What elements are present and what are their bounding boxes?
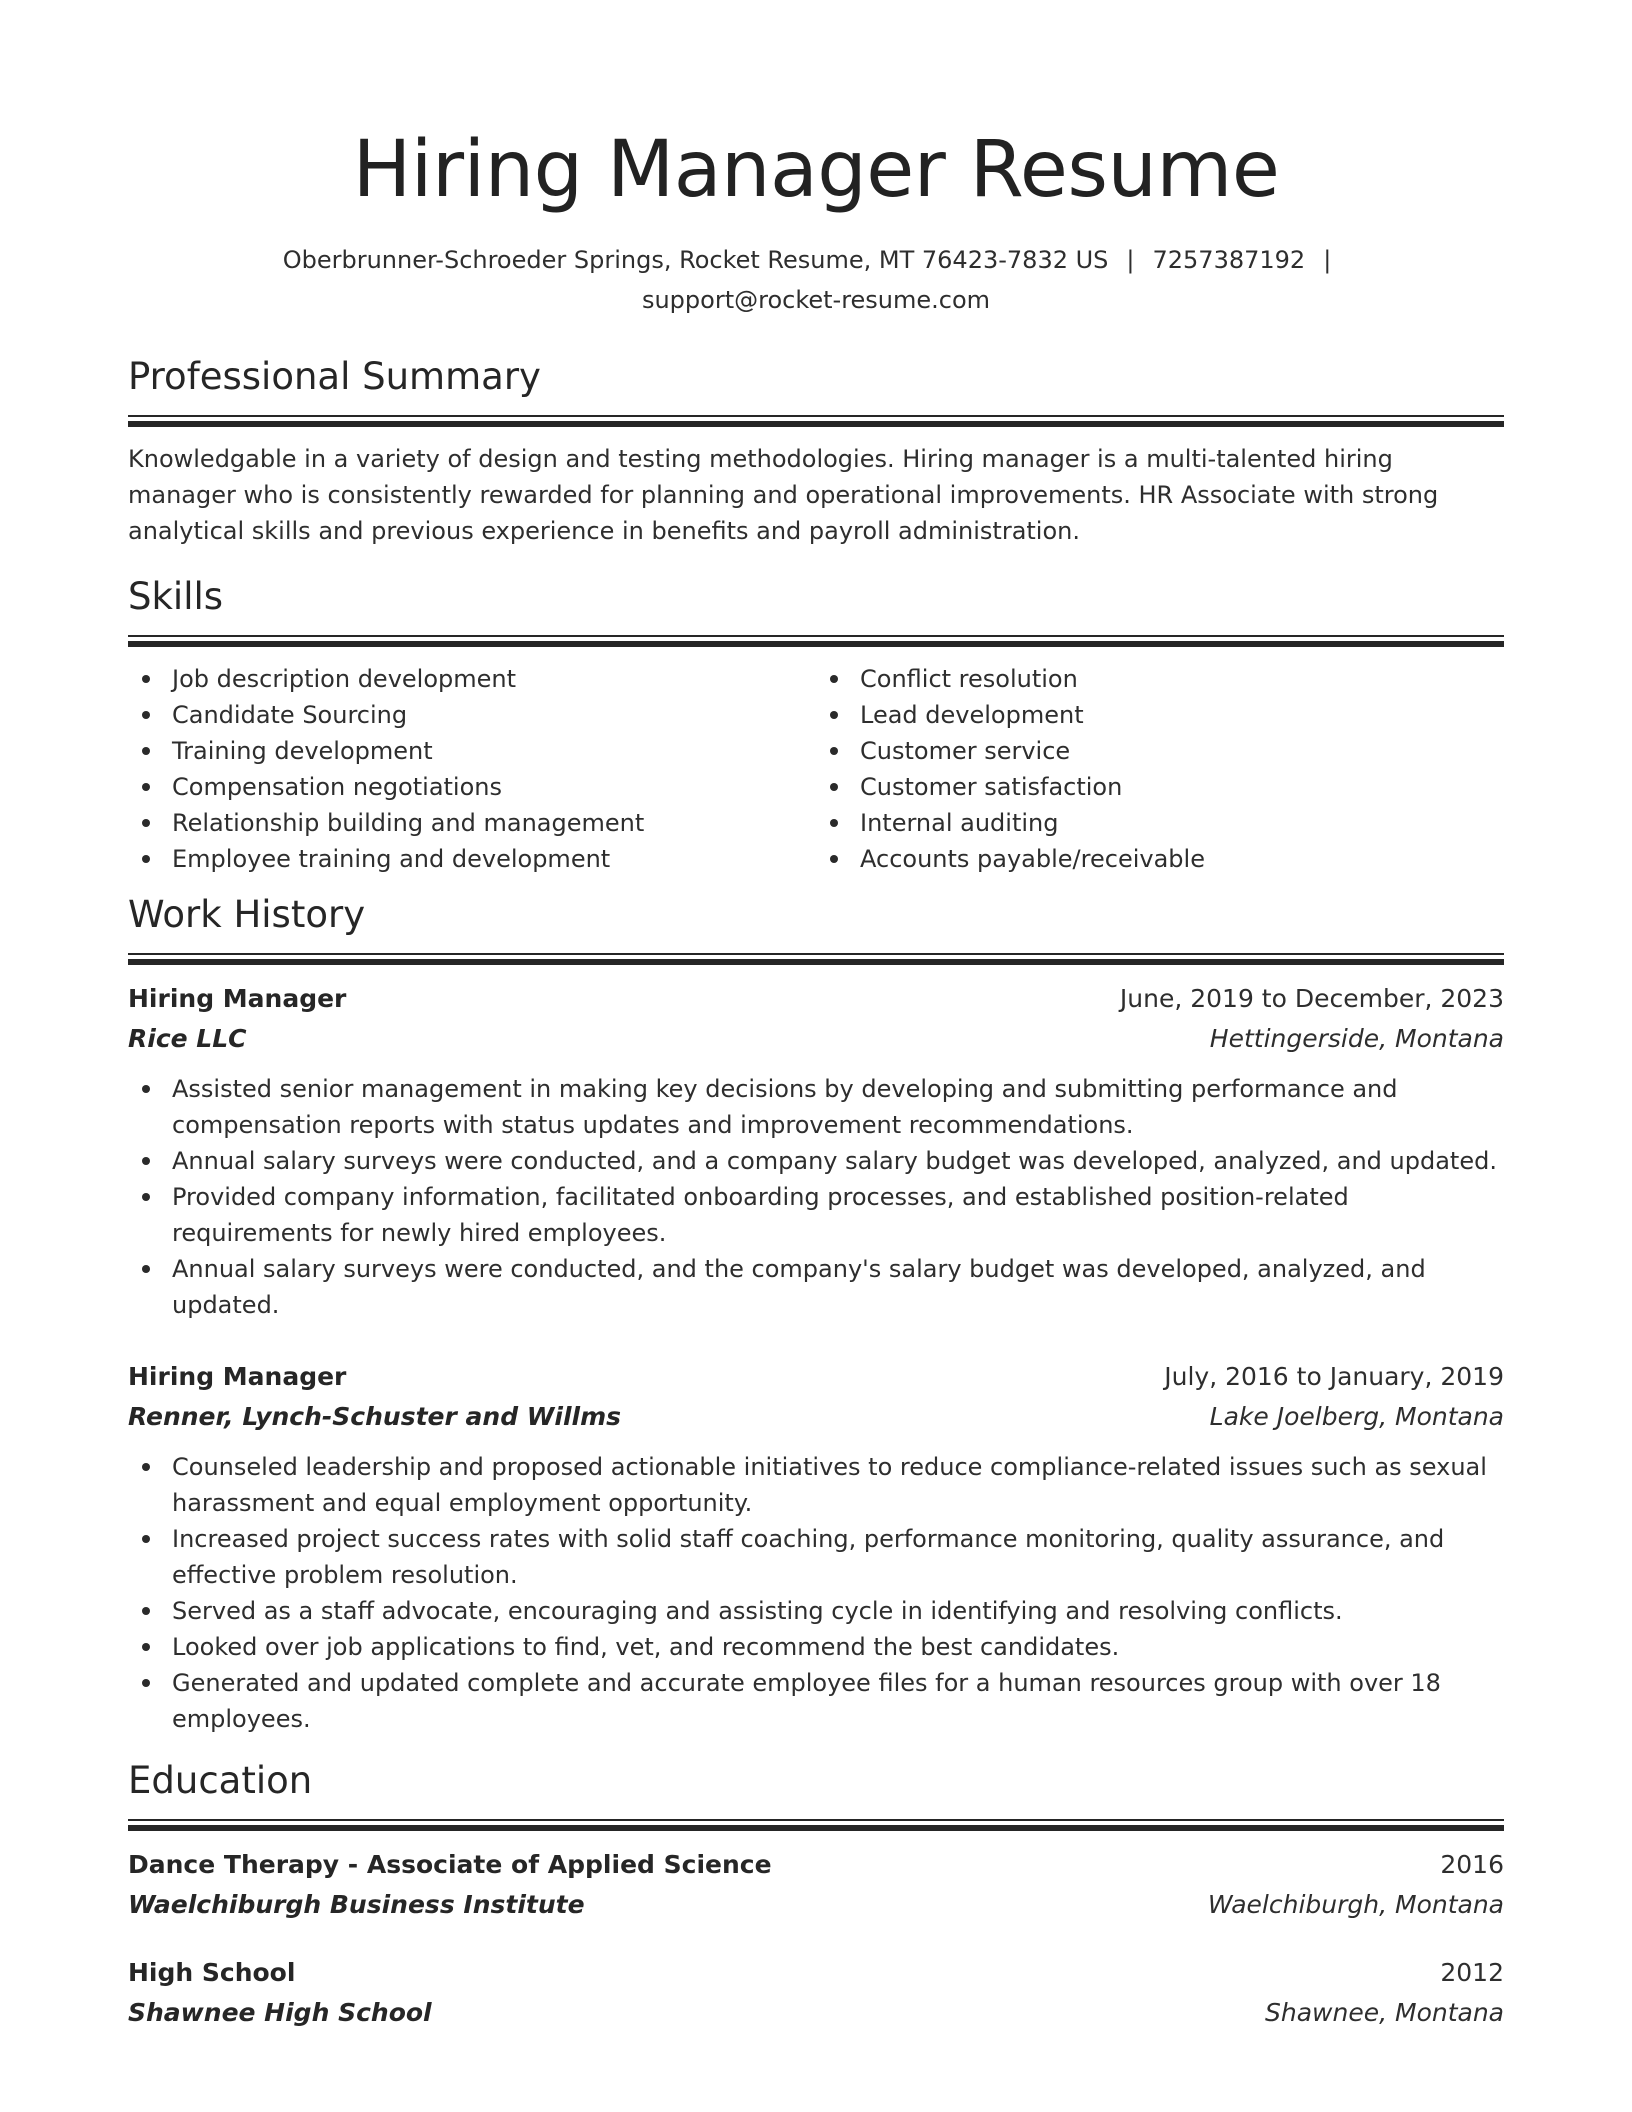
skills-list bbox=[128, 661, 1504, 877]
education-section bbox=[128, 1757, 1504, 2033]
skill-item: Lead development bbox=[816, 697, 1504, 733]
section-divider bbox=[128, 635, 1504, 647]
list-item: Generated and updated complete and accurate employee files for a human resources group with over 18 employees. bbox=[128, 1665, 1504, 1737]
section-title-skills: Skills bbox=[128, 575, 224, 618]
job-entry bbox=[128, 979, 1504, 1323]
contact-email[interactable]: support@rocket-resume.com bbox=[641, 286, 991, 314]
skills-section bbox=[128, 573, 1504, 877]
job-bullets bbox=[128, 1449, 1504, 1737]
skill-item: Employee training and development bbox=[128, 841, 816, 877]
list-item: Increased project success rates with solid staff coaching, performance monitoring, quality assurance, and effective problem resolution. bbox=[128, 1521, 1504, 1593]
section-title-education: Education bbox=[128, 1759, 313, 1802]
skill-item: Relationship building and management bbox=[128, 805, 816, 841]
education-header bbox=[128, 1845, 1504, 1885]
list-item: Provided company information, facilitated onboarding processes, and established position-related requirements for newly hired employees. bbox=[128, 1179, 1504, 1251]
job-company: Rice LLC bbox=[128, 1024, 247, 1053]
skill-item: Training development bbox=[128, 733, 816, 769]
resume-page bbox=[128, 0, 1504, 2033]
job-header bbox=[128, 979, 1504, 1019]
education-year: 2012 bbox=[1440, 1958, 1504, 1987]
contact-info bbox=[128, 240, 1504, 320]
skill-item: Accounts payable/receivable bbox=[816, 841, 1504, 877]
skill-item: Customer service bbox=[816, 733, 1504, 769]
section-title-work: Work History bbox=[128, 893, 366, 936]
skill-item: Compensation negotiations bbox=[128, 769, 816, 805]
education-location: Shawnee, Montana bbox=[1265, 1998, 1504, 2027]
section-divider bbox=[128, 1819, 1504, 1831]
skill-item: Customer satisfaction bbox=[816, 769, 1504, 805]
job-dates: July, 2016 to January, 2019 bbox=[1164, 1362, 1504, 1391]
education-entry bbox=[128, 1845, 1504, 1925]
education-subheader bbox=[128, 1885, 1504, 1925]
skills-column-right bbox=[816, 661, 1504, 877]
job-location: Lake Joelberg, Montana bbox=[1209, 1402, 1504, 1431]
section-title-summary: Professional Summary bbox=[128, 355, 541, 398]
job-location: Hettingerside, Montana bbox=[1209, 1024, 1504, 1053]
section-divider bbox=[128, 953, 1504, 965]
skill-item: Job description development bbox=[128, 661, 816, 697]
job-title: Hiring Manager bbox=[128, 1362, 347, 1391]
summary-section bbox=[128, 353, 1504, 549]
work-section bbox=[128, 891, 1504, 1737]
section-divider bbox=[128, 415, 1504, 427]
list-item: Annual salary surveys were conducted, and a company salary budget was developed, analyzed, and updated. bbox=[128, 1143, 1504, 1179]
skill-item: Internal auditing bbox=[816, 805, 1504, 841]
contact-separator: | bbox=[1323, 246, 1332, 274]
resume-name: Hiring Manager Resume bbox=[352, 125, 1280, 215]
contact-address: Oberbrunner-Schroeder Springs, Rocket Resume, MT 76423-7832 US bbox=[282, 246, 1109, 274]
education-school: Waelchiburgh Business Institute bbox=[128, 1890, 585, 1919]
contact-phone: 7257387192 bbox=[1152, 246, 1306, 274]
list-item: Assisted senior management in making key decisions by developing and submitting performance and compensation reports with status updates and improvement recommendations. bbox=[128, 1071, 1504, 1143]
skills-column-left bbox=[128, 661, 816, 877]
job-bullets bbox=[128, 1071, 1504, 1323]
job-header bbox=[128, 1357, 1504, 1397]
job-subheader bbox=[128, 1397, 1504, 1437]
skill-item: Candidate Sourcing bbox=[128, 697, 816, 733]
education-header bbox=[128, 1953, 1504, 1993]
education-entry bbox=[128, 1953, 1504, 2033]
list-item: Looked over job applications to find, vet, and recommend the best candidates. bbox=[128, 1629, 1504, 1665]
job-entry bbox=[128, 1357, 1504, 1737]
education-degree: Dance Therapy - Associate of Applied Science bbox=[128, 1850, 772, 1879]
education-degree: High School bbox=[128, 1958, 296, 1987]
job-subheader bbox=[128, 1019, 1504, 1059]
summary-text: Knowledgable in a variety of design and testing methodologies. Hiring manager is a multi-talented hiring manager who is consistently rewarded for planning and operational improvements. HR Associate with strong analytical skills and previous experience in benefits and payroll administration. bbox=[128, 445, 1439, 545]
contact-separator: | bbox=[1126, 246, 1135, 274]
education-year: 2016 bbox=[1440, 1850, 1504, 1879]
job-dates: June, 2019 to December, 2023 bbox=[1119, 984, 1504, 1013]
education-subheader bbox=[128, 1993, 1504, 2033]
list-item: Served as a staff advocate, encouraging and assisting cycle in identifying and resolving conflicts. bbox=[128, 1593, 1504, 1629]
job-title: Hiring Manager bbox=[128, 984, 347, 1013]
list-item: Counseled leadership and proposed actionable initiatives to reduce compliance-related issues such as sexual harassment and equal employment opportunity. bbox=[128, 1449, 1504, 1521]
list-item: Annual salary surveys were conducted, and the company's salary budget was developed, analyzed, and updated. bbox=[128, 1251, 1504, 1323]
job-company: Renner, Lynch-Schuster and Willms bbox=[128, 1402, 622, 1431]
education-school: Shawnee High School bbox=[128, 1998, 432, 2027]
education-location: Waelchiburgh, Montana bbox=[1207, 1890, 1504, 1919]
skill-item: Conflict resolution bbox=[816, 661, 1504, 697]
